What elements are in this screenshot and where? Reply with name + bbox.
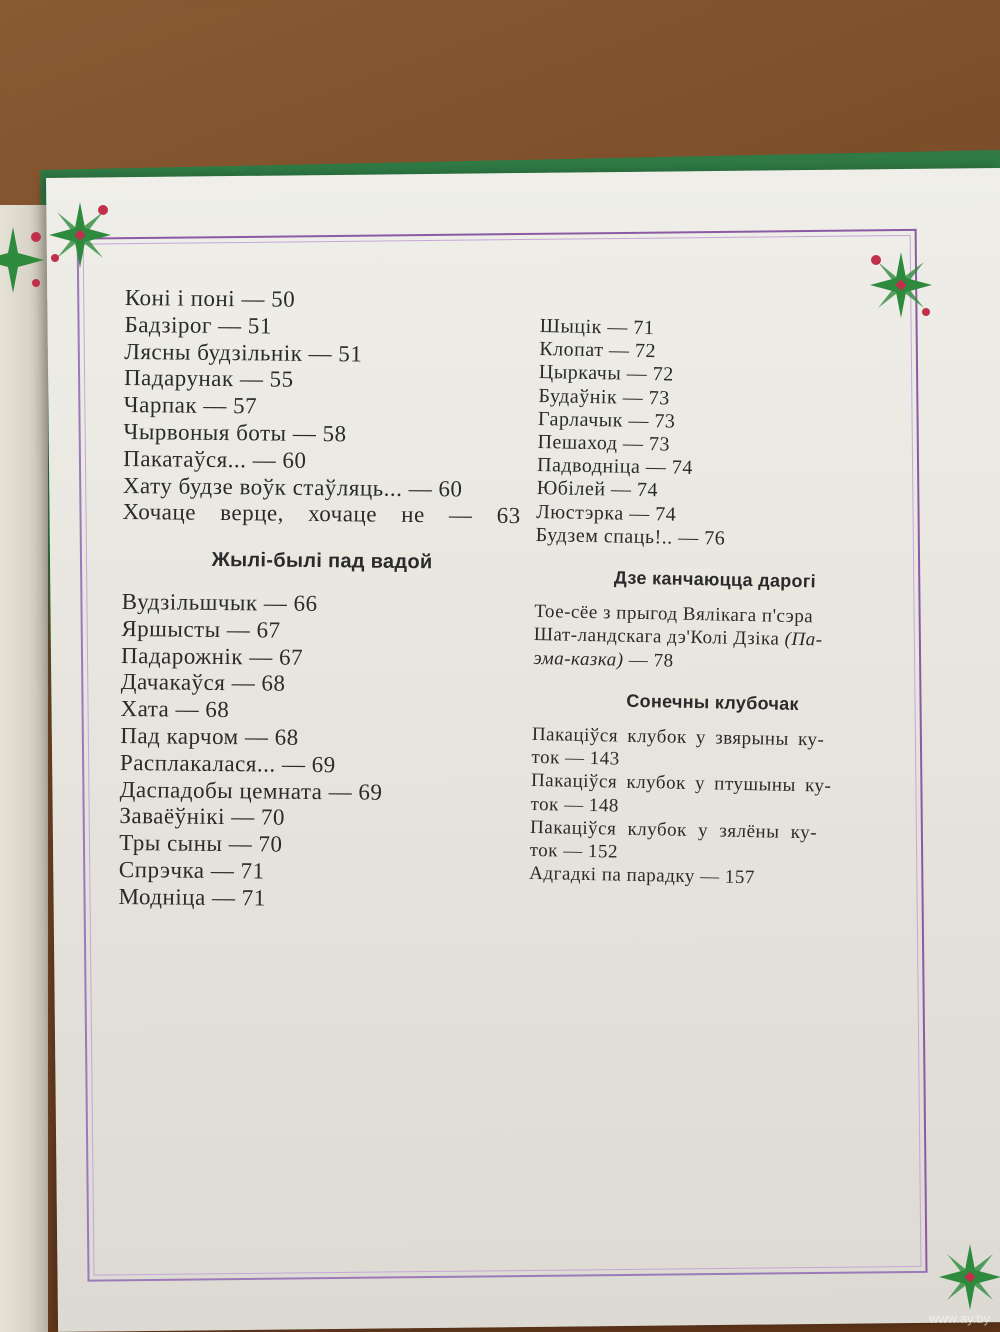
toc-entry: Шыцік — 71 — [539, 315, 655, 340]
toc-entry: Даспадобы цемната — 69 — [119, 776, 383, 805]
toc-entry: Пад карчом — 68 — [120, 722, 299, 750]
toc-entry: Будаўнік — 73 — [538, 384, 670, 410]
section-title: Жылі-былі пад вадой — [211, 549, 433, 574]
star-ornament-icon — [935, 1242, 1000, 1312]
toc-entry: Бадзірог — 51 — [124, 311, 273, 339]
toc-entry: Спрэчка — 71 — [118, 856, 265, 884]
toc-left-column — [118, 285, 525, 915]
toc-entry: Хочаце верце, хочаце не — 63 — [122, 499, 521, 529]
toc-entry: Вудзільшчык — 66 — [121, 588, 318, 617]
star-ornament-icon — [45, 200, 115, 270]
toc-entry: Пешаход — 73 — [537, 430, 671, 456]
toc-right-column — [529, 315, 900, 892]
toc-entry: Гарлачык — 73 — [537, 407, 676, 433]
toc-entry: Чырвоныя боты — 58 — [123, 418, 347, 447]
toc-entry — [529, 816, 890, 869]
toc-entry-line: Тое-сёе з прыгод Вялікага п'сэра — [534, 601, 814, 628]
toc-entry: Коні і поні — 50 — [124, 285, 296, 312]
toc-entry: Расплакалася... — 69 — [119, 749, 336, 777]
toc-entry: Модніца — 71 — [118, 883, 266, 911]
watermark: www.ay.by — [928, 1311, 990, 1326]
toc-entry-italic: (Па- — [784, 629, 823, 651]
toc-entry: Хату будзе воўк стаўляць... — 60 — [122, 472, 463, 502]
toc-entry: Будзем спаць!.. — 76 — [535, 523, 726, 550]
toc-entry: Люстэрка — 74 — [536, 500, 677, 526]
toc-entry: Падводніца — 74 — [536, 454, 694, 480]
toc-entry: Чарпак — 57 — [123, 392, 258, 419]
toc-entry: Адгадкі па парадку — 157 — [529, 863, 755, 889]
toc-entry: Клопат — 72 — [539, 338, 657, 363]
toc-entry: Юбілей — 74 — [536, 477, 659, 502]
toc-entry: Яршысты — 67 — [121, 615, 281, 643]
toc-entry: Падарунак — 55 — [123, 365, 294, 393]
toc-entry: Пакатаўся... — 60 — [123, 445, 307, 473]
toc-entry-line: Пакаціўся клубок у птушыны ку- — [530, 770, 832, 798]
toc-entry — [531, 723, 892, 776]
toc-entry-line: ток — 148 — [530, 793, 620, 817]
toc-entry: Лясны будзільнік — 51 — [124, 338, 363, 367]
star-ornament-icon — [0, 225, 48, 295]
toc-entry: Цыркачы — 72 — [538, 361, 674, 386]
toc-entry-text: — 78 — [628, 649, 674, 672]
toc-entry-line: Пакаціўся клубок у зялёны ку- — [529, 816, 818, 844]
toc-entry: Падарожнік — 67 — [120, 642, 304, 670]
toc-entry — [530, 769, 891, 822]
star-ornament-icon — [866, 250, 936, 320]
toc-entry-line: Пакаціўся клубок у звярыны ку- — [531, 723, 825, 751]
toc-entry: Дачакаўся — 68 — [120, 669, 286, 697]
toc-entry-italic: эма-казка) — [533, 647, 624, 671]
section-title: Дзе канчаюцца дарогі — [613, 567, 817, 592]
toc-entry-line: ток — 152 — [529, 839, 619, 863]
toc-entry-line: ток — 143 — [531, 747, 620, 770]
toc-entry: Тры сыны — 70 — [119, 830, 283, 857]
section-title: Сонечны клубочак — [626, 690, 800, 714]
toc-entry — [533, 600, 894, 677]
toc-entry-text: Шат-ландскага дэ'Колі Дзіка — [533, 624, 780, 651]
toc-entry: Хата — 68 — [120, 696, 230, 723]
previous-page-edge — [0, 205, 48, 1332]
toc-entry: Заваёўнікі — 70 — [119, 803, 286, 831]
